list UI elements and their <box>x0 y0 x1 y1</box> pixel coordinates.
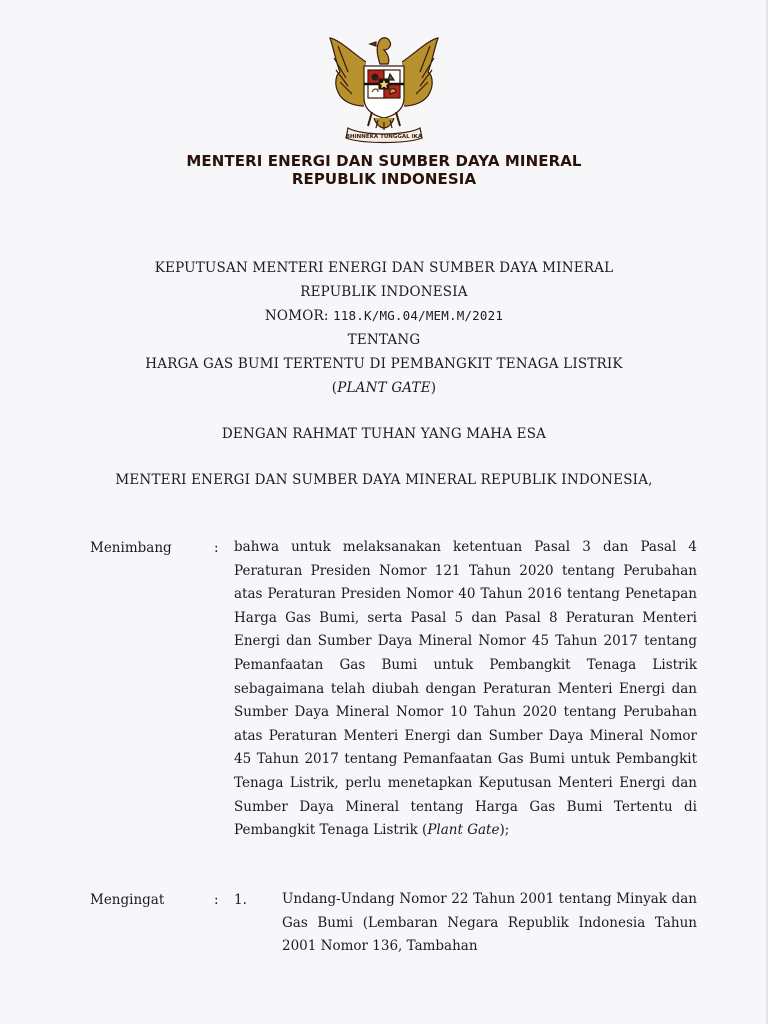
letterhead-ministry: MENTERI ENERGI DAN SUMBER DAYA MINERAL <box>186 152 582 170</box>
decree-subject-italic: (PLANT GATE) <box>331 380 437 396</box>
menimbang-label: Menimbang <box>90 540 172 556</box>
authority-line: MENTERI ENERGI DAN SUMBER DAYA MINERAL REPUBLIK INDONESIA, <box>115 472 653 488</box>
decree-title-line1: KEPUTUSAN MENTERI ENERGI DAN SUMBER DAYA MINERAL <box>154 260 614 276</box>
mengingat-item-text: Undang-Undang Nomor 22 Tahun 2001 tentang Minyak dan Gas Bumi (Lembaran Negara Republik Indonesia Tahun 2001 Nomor 136, Tambahan <box>282 891 697 955</box>
decree-number-value: 118.K/MG.04/MEM.M/2021 <box>333 308 504 323</box>
decree-tentang: TENTANG <box>347 332 421 348</box>
blessing-line: DENGAN RAHMAT TUHAN YANG MAHA ESA <box>221 426 547 442</box>
decree-title-line2: REPUBLIK INDONESIA <box>300 284 468 300</box>
decree-number-label: NOMOR: <box>264 308 329 324</box>
letterhead-republic: REPUBLIK INDONESIA <box>291 170 477 188</box>
garuda-pancasila-emblem-icon <box>318 32 450 146</box>
mengingat-colon: : <box>214 892 219 908</box>
decree-subject: HARGA GAS BUMI TERTENTU DI PEMBANGKIT TENAGA LISTRIK <box>145 356 623 372</box>
menimbang-colon: : <box>214 540 219 556</box>
menimbang-text: bahwa untuk melaksanakan ketentuan Pasal 3 dan Pasal 4 Peraturan Presiden Nomor 121 Tahun 2020 tentang Perubahan atas Peraturan Presiden Nomor 40 Tahun 2016 tentang Penetapan Harga Gas Bumi, serta Pasal 5 dan Pasal 8 Peraturan Menteri Energi dan Sumber Daya Mineral Nomor 45 Tahun 2017 tentang Pemanfaatan Gas Bumi untuk Pembangkit Tenaga Listrik sebagaimana telah diubah dengan Peraturan Menteri Energi dan Sumber Daya Mineral Nomor 10 Tahun 2020 tentang Perubahan atas Peraturan Menteri Energi dan Sumber Daya Mineral Nomor 45 Tahun 2017 tentang Pemanfaatan Gas Bumi untuk Pembangkit Tenaga Listrik, perlu menetapkan Keputusan Menteri Energi dan Sumber Daya Mineral tentang Harga Gas Bumi Tertentu di Pembangkit Tenaga Listrik (Plant Gate); <box>234 539 697 839</box>
decree-number <box>0 308 768 324</box>
mengingat-label: Mengingat <box>90 892 165 908</box>
svg-text:BHINNEKA TUNGGAL IKA: BHINNEKA TUNGGAL IKA <box>345 134 423 140</box>
mengingat-item-number: 1. <box>234 892 247 908</box>
